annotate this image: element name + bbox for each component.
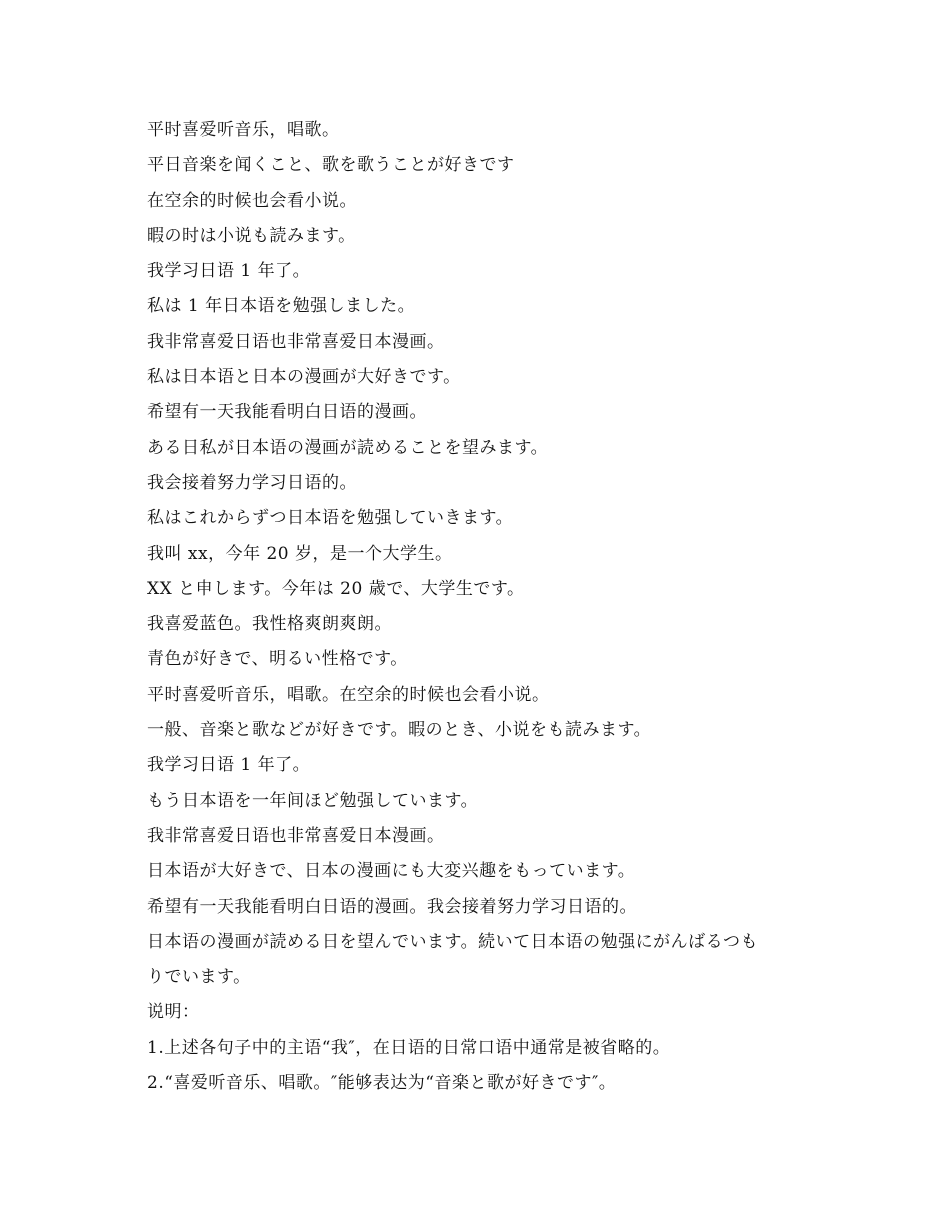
text-line: 我喜爱蓝色。我性格爽朗爽朗。 xyxy=(147,614,392,635)
text-line: 日本语の漫画が読める日を望んでいます。続いて日本语の勉强にがんばるつも xyxy=(147,931,758,952)
text-line: ある日私が日本语の漫画が読めることを望みます。 xyxy=(147,437,549,458)
text-line: 暇の时は小说も読みます。 xyxy=(147,225,356,246)
text-line: 一般、音楽と歌などが好きです。暇のとき、小说をも読みます。 xyxy=(147,720,652,741)
text-line: 我学习日语 1 年了。 xyxy=(147,261,311,282)
text-line: 希望有一天我能看明白日语的漫画。 xyxy=(147,402,427,423)
document-body xyxy=(147,118,827,1106)
text-line: もう日本语を一年间ほど勉强しています。 xyxy=(147,790,479,811)
section-heading: 说明： xyxy=(147,1002,200,1023)
text-line: りでいます。 xyxy=(147,967,251,988)
text-line: 我非常喜爱日语也非常喜爱日本漫画。 xyxy=(147,825,445,846)
text-line: XX と申します。今年は 20 歳で、大学生です。 xyxy=(147,578,525,599)
text-line: 平时喜爱听音乐，唱歌。在空余的时候也会看小说。 xyxy=(147,684,550,705)
text-line: 我非常喜爱日语也非常喜爱日本漫画。 xyxy=(147,331,445,352)
text-line: 青色が好きで、明るい性格です。 xyxy=(147,649,408,670)
text-line: 私は日本语と日本の漫画が大好きです。 xyxy=(147,367,461,388)
text-line: 私はこれからずつ日本语を勉强していきます。 xyxy=(147,508,514,529)
note-item: 1.上述各句子中的主语“我″，在日语的日常口语中通常是被省略的。 xyxy=(147,1037,671,1058)
text-line: 希望有一天我能看明白日语的漫画。我会接着努力学习日语的。 xyxy=(147,896,637,917)
text-line: 我叫 xx，今年 20 岁，是一个大学生。 xyxy=(147,543,453,564)
text-line: 我学习日语 1 年了。 xyxy=(147,755,311,776)
note-item: 2.“喜爱听音乐、唱歌。″能够表达为“音楽と歌が好きです″。 xyxy=(147,1073,617,1094)
text-line: 私は 1 年日本语を勉强しました。 xyxy=(147,296,416,317)
text-line: 我会接着努力学习日语的。 xyxy=(147,472,357,493)
text-line: 平时喜爱听音乐，唱歌。 xyxy=(147,120,340,140)
text-line: 在空余的时候也会看小说。 xyxy=(147,190,357,211)
text-line: 平日音楽を闻くこと、歌を歌うことが好きです xyxy=(147,155,515,176)
text-line: 日本语が大好きで、日本の漫画にも大変兴趣をもっています。 xyxy=(147,861,636,882)
